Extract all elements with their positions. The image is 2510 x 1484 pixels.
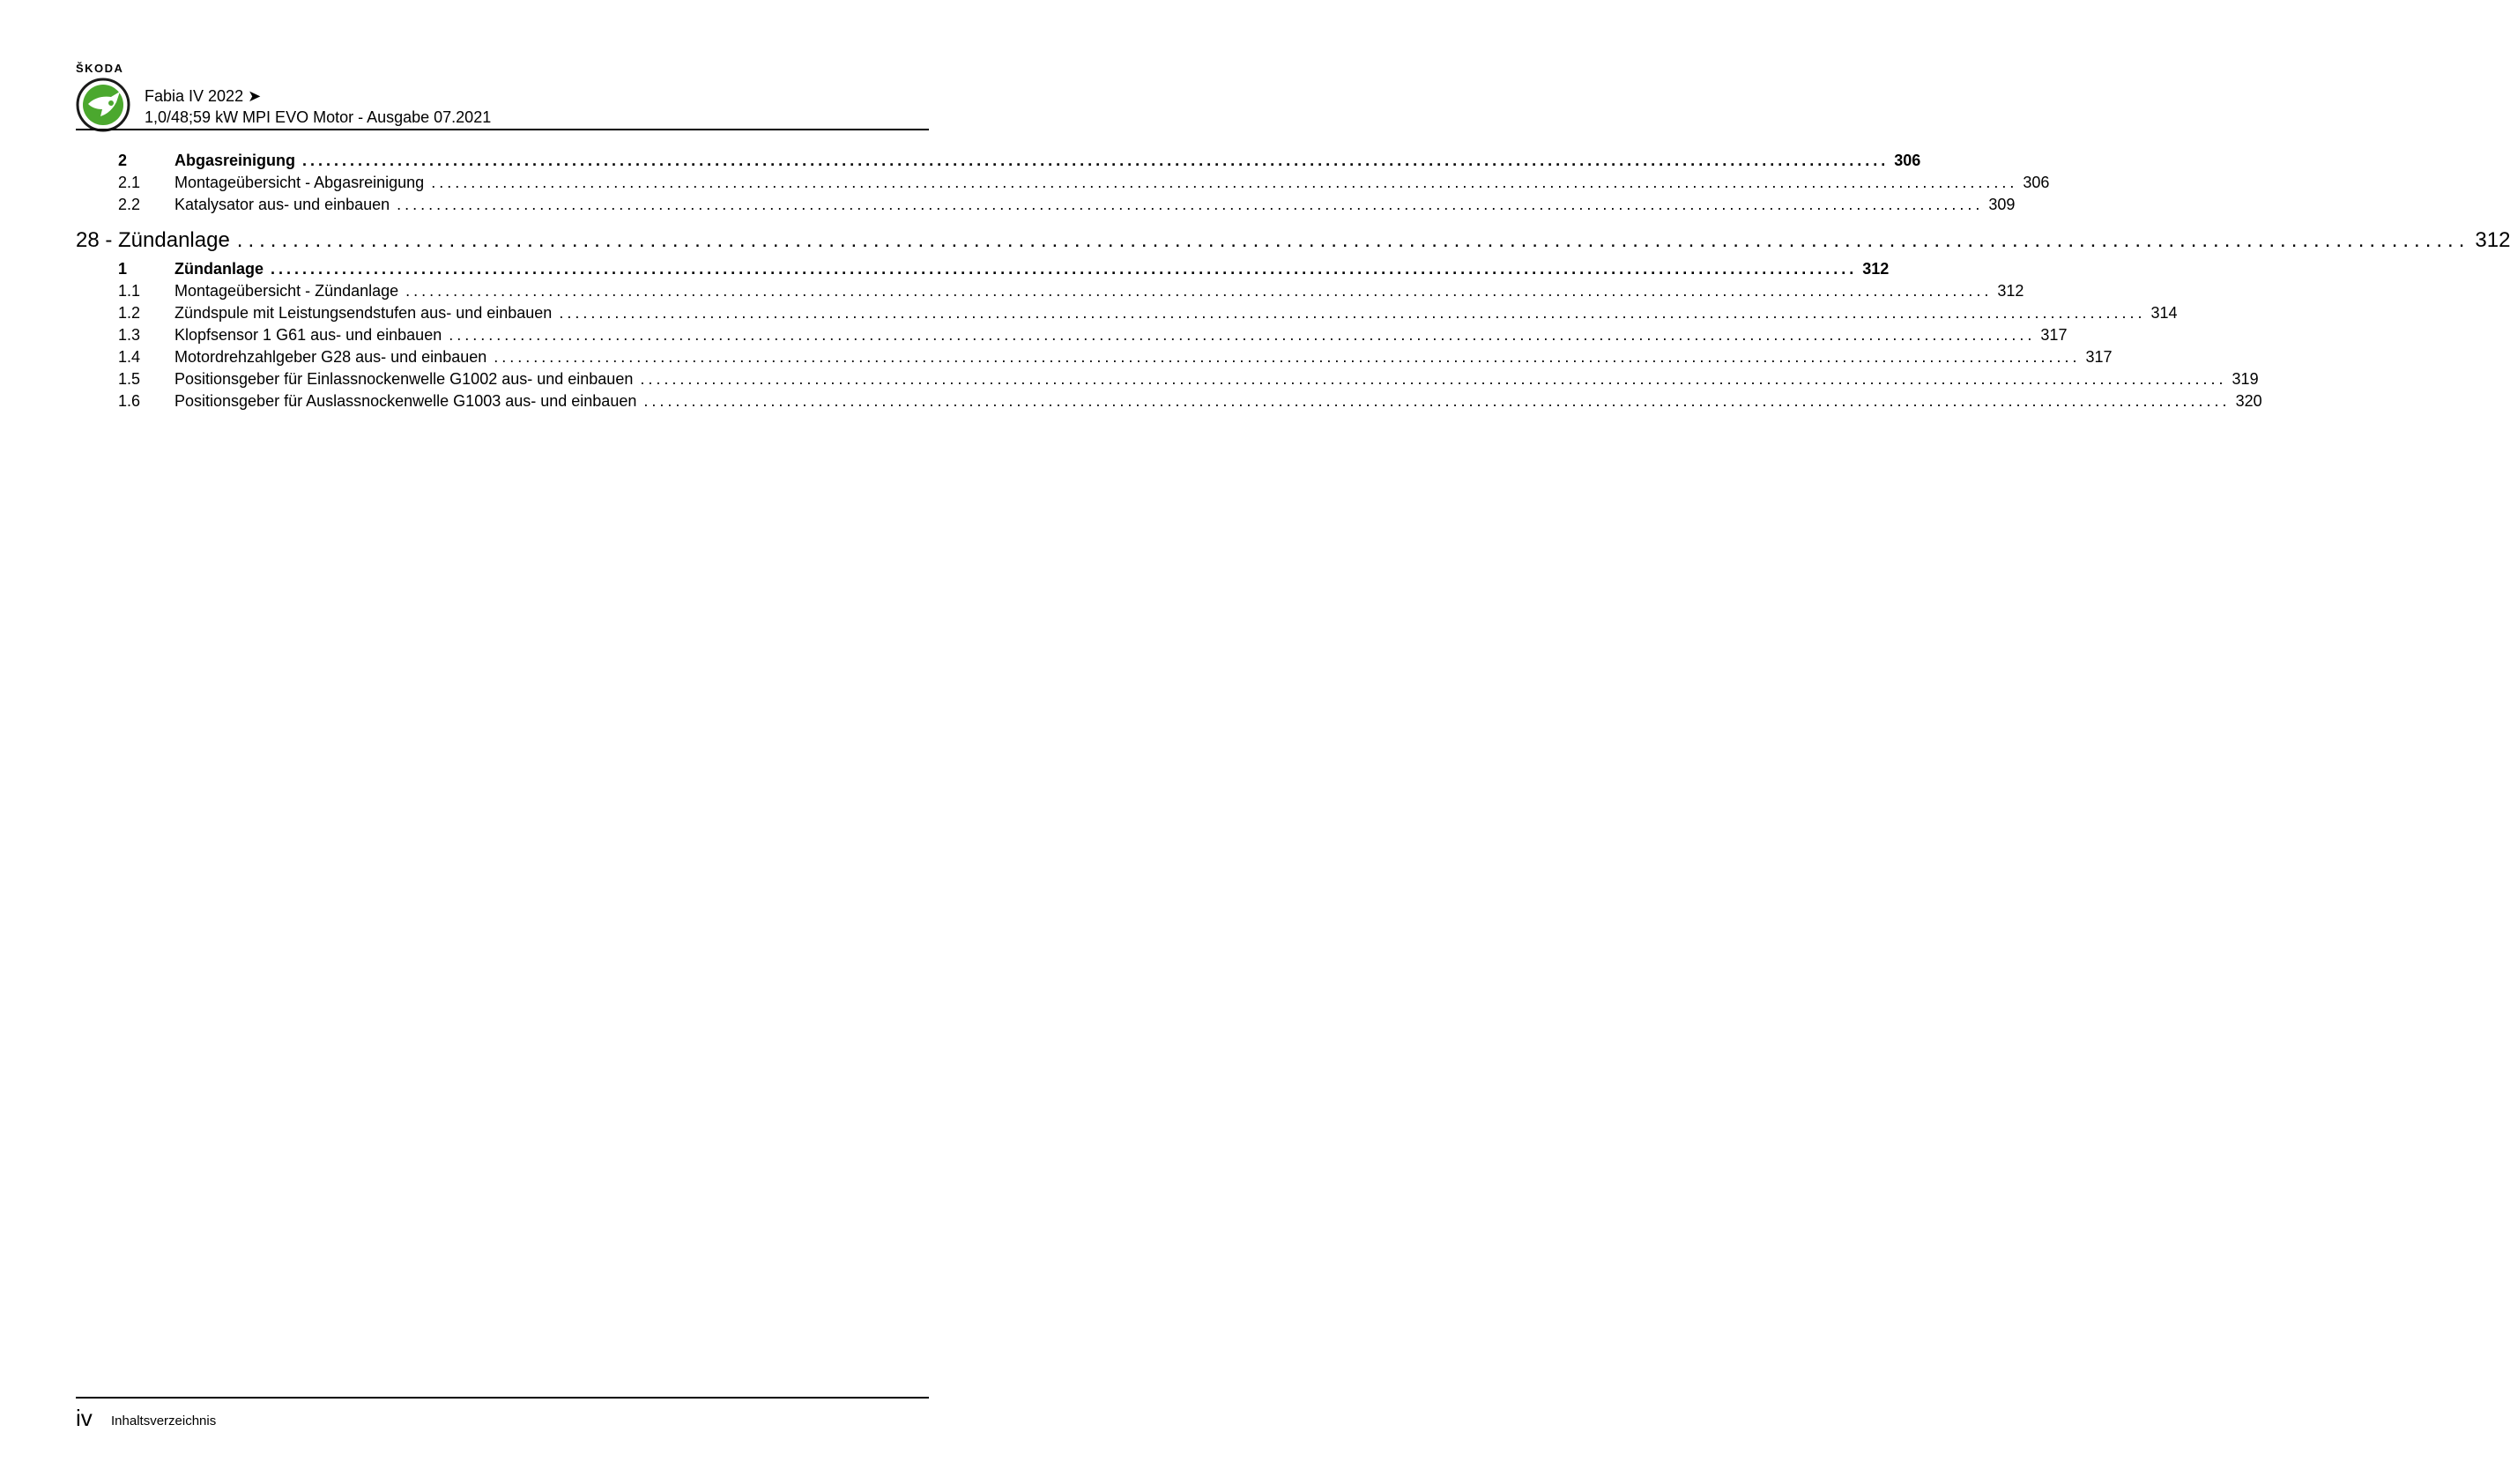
- toc-entry[interactable]: [76, 150, 1921, 172]
- toc-leader-dots: ........................................................................................................................................................................................................: [397, 196, 1984, 213]
- toc-leader-dots: ........................................................................................................................................................................................................: [236, 228, 2470, 252]
- toc-leader-dots: ........................................................................................................................................................................................................: [405, 282, 1993, 300]
- toc-entry[interactable]: [76, 258, 1890, 280]
- toc-leader-dots: ........................................................................................................................................................................................................: [431, 174, 2018, 191]
- document-subtitle: 1,0/48;59 kW MPI EVO Motor - Ausgabe 07.2021: [145, 108, 492, 126]
- page-header: [76, 62, 929, 132]
- toc-entry-number: 1.1: [118, 282, 141, 300]
- toc-entry-title: Montageübersicht - Abgasreinigung: [175, 174, 425, 191]
- toc-entry-page: 306: [1894, 152, 1921, 169]
- toc-entry-number: 1.3: [118, 326, 141, 344]
- toc-leader-dots: ........................................................................................................................................................................................................: [640, 370, 2227, 388]
- toc-entry-number: 2.2: [118, 196, 141, 213]
- header-divider: [76, 129, 929, 130]
- toc-entry[interactable]: [76, 390, 2262, 412]
- toc-entry[interactable]: [76, 324, 2068, 346]
- toc-entry-page: 319: [2232, 370, 2259, 388]
- toc-entry-page: 317: [2040, 326, 2068, 344]
- brand-wordmark: ŠKODA: [76, 62, 124, 75]
- toc-entry-title: Abgasreinigung: [175, 152, 296, 169]
- footer-section-label: Inhaltsverzeichnis: [111, 1414, 217, 1428]
- toc-entry-page: 317: [2085, 348, 2113, 366]
- toc-leader-dots: ........................................................................................................................................................................................................: [559, 304, 2146, 322]
- toc-entry-title: 28 - Zündanlage: [76, 228, 230, 252]
- toc-entry-number: 1: [118, 260, 128, 278]
- toc-leader-dots: ........................................................................................................................................................................................................: [302, 152, 1890, 169]
- toc-entry[interactable]: [76, 346, 2113, 368]
- document-title: Fabia IV 2022 ➤: [145, 87, 262, 105]
- toc-entry-title: Montageübersicht - Zündanlage: [175, 282, 399, 300]
- footer-page-number: iv: [76, 1405, 93, 1431]
- toc-entry-page: 312: [1997, 282, 2024, 300]
- toc-entry-number: 2.1: [118, 174, 141, 191]
- toc-chapter-entry[interactable]: [76, 223, 2510, 258]
- toc-entry-page: 312: [2475, 228, 2510, 252]
- toc-leader-dots: ........................................................................................................................................................................................................: [271, 260, 1858, 278]
- toc-entry-number: 1.2: [118, 304, 141, 322]
- toc-entry[interactable]: [76, 194, 2016, 216]
- toc-entry-title: Positionsgeber für Einlassnockenwelle G1002 aus- und einbauen: [175, 370, 634, 388]
- toc-leader-dots: ........................................................................................................................................................................................................: [449, 326, 2036, 344]
- skoda-logo-icon: [76, 78, 130, 132]
- toc-leader-dots: ........................................................................................................................................................................................................: [643, 392, 2231, 410]
- toc-entry-title: Katalysator aus- und einbauen: [175, 196, 390, 213]
- toc-entry-page: 312: [1862, 260, 1890, 278]
- toc-entry[interactable]: [76, 368, 2259, 390]
- toc-entry-title: Zündanlage: [175, 260, 264, 278]
- toc-entry-page: 306: [2023, 174, 2050, 191]
- toc-entry-page: 309: [1988, 196, 2016, 213]
- toc-entry[interactable]: [76, 302, 2178, 324]
- toc-entry[interactable]: [76, 280, 2024, 302]
- toc-entry[interactable]: [76, 172, 2050, 194]
- toc-entry-title: Positionsgeber für Auslassnockenwelle G1003 aus- und einbauen: [175, 392, 637, 410]
- toc-entry-page: 320: [2235, 392, 2262, 410]
- toc-entry-number: 1.5: [118, 370, 141, 388]
- toc-entry-title: Motordrehzahlgeber G28 aus- und einbauen: [175, 348, 487, 366]
- toc-leader-dots: ........................................................................................................................................................................................................: [494, 348, 2081, 366]
- toc-entry-number: 1.4: [118, 348, 141, 366]
- toc-entry-page: 314: [2150, 304, 2178, 322]
- table-of-contents: [76, 150, 2510, 412]
- toc-entry-title: Zündspule mit Leistungsendstufen aus- und einbauen: [175, 304, 553, 322]
- toc-entry-title: Klopfsensor 1 G61 aus- und einbauen: [175, 326, 442, 344]
- footer-divider: [76, 1397, 929, 1399]
- toc-entry-number: 2: [118, 152, 128, 169]
- toc-entry-number: 1.6: [118, 392, 141, 410]
